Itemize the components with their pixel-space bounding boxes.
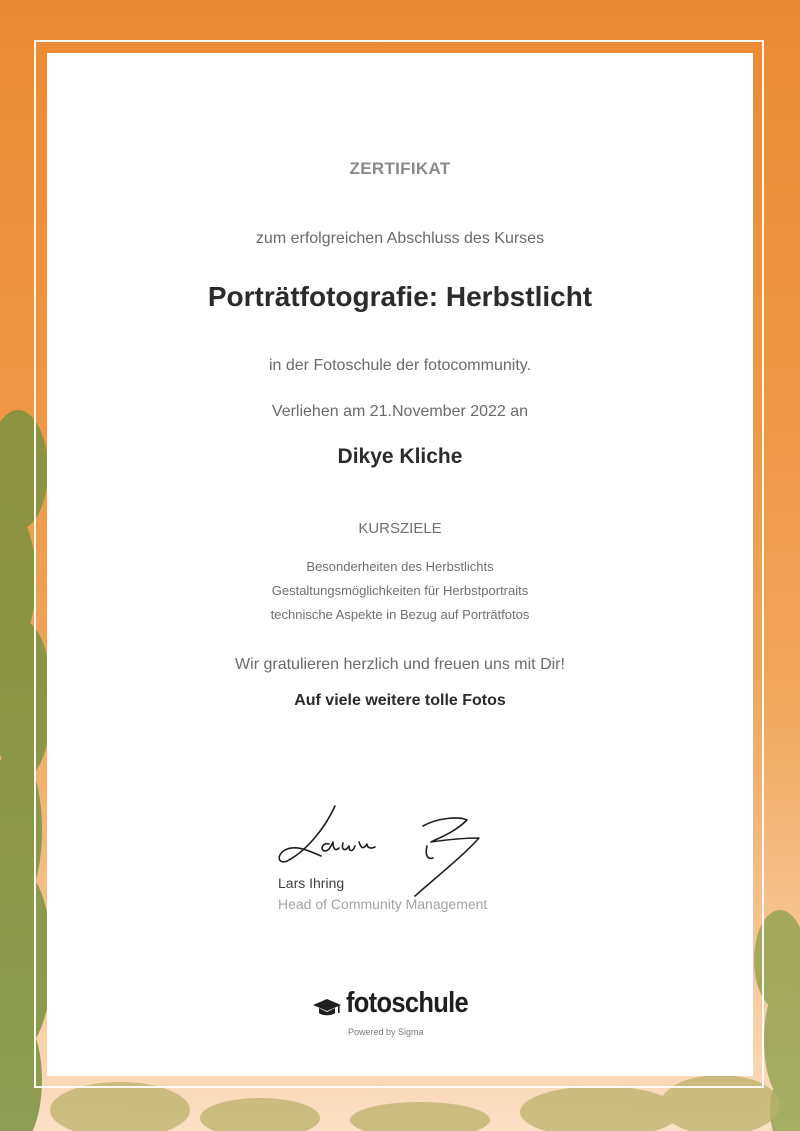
recipient-name: Dikye Kliche [337,445,463,468]
graduation-cap-icon [312,997,342,1017]
closing-text: Auf viele weitere tolle Fotos [294,692,506,709]
goal-item: Gestaltungsmöglichkeiten für Herbstportraits [271,583,529,598]
course-title: Porträtfotografie: Herbstlicht [207,281,593,312]
certificate-intro: zum erfolgreichen Abschluss des Kurses [255,230,545,247]
congratulations-text: Wir gratulieren herzlich und freuen uns mit Dir! [235,656,565,673]
signer-name: Lars Ihring [278,875,345,891]
goals-list [47,555,753,627]
certificate-paper [47,53,753,1076]
brand-tagline: Powered by Sigma [348,1027,424,1037]
goals-heading: KURSZIELE [358,520,442,537]
goal-item: Besonderheiten des Herbstlichts [306,559,494,574]
awarded-line: Verliehen am 21.November 2022 an [271,403,529,420]
certificate-heading: ZERTIFIKAT [349,159,451,178]
school-line: in der Fotoschule der fotocommunity. [268,357,532,374]
goal-item: technische Aspekte in Bezug auf Porträtfotos [270,607,530,622]
signer-role: Head of Community Management [278,896,488,912]
brand-name: fotoschule [346,987,468,1019]
